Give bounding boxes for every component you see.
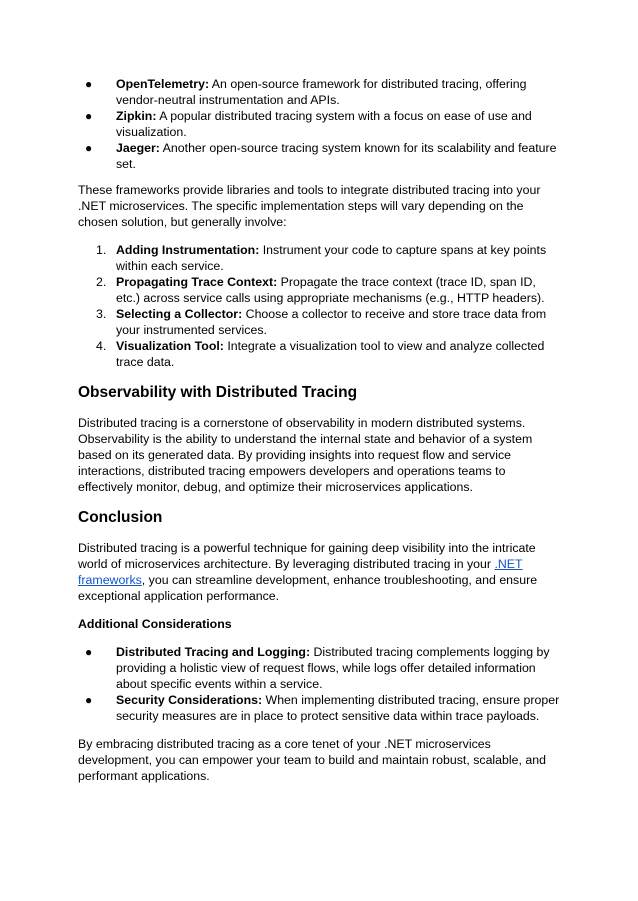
steps-list bbox=[78, 242, 563, 370]
item-term: OpenTelemetry: bbox=[116, 77, 210, 91]
list-item bbox=[78, 306, 563, 338]
observability-heading: Observability with Distributed Tracing bbox=[78, 384, 358, 401]
item-term: Zipkin: bbox=[116, 109, 157, 123]
bullet-icon: ● bbox=[85, 77, 93, 91]
list-item bbox=[78, 644, 563, 692]
item-text: Integrate a visualization tool to view and analyze collected trace data. bbox=[116, 339, 545, 369]
item-term: Selecting a Collector: bbox=[116, 307, 243, 321]
frameworks-list bbox=[78, 76, 563, 172]
document-body bbox=[78, 76, 563, 784]
step-number: 3. bbox=[96, 307, 107, 321]
item-term: Jaeger: bbox=[116, 141, 160, 155]
conclusion-text-after: , you can streamline development, enhance troubleshooting, and ensure exceptional application performance. bbox=[78, 573, 538, 603]
considerations-list bbox=[78, 644, 563, 724]
item-text: Propagate the trace context (trace ID, span ID, etc.) across service calls using appropriate mechanisms (e.g., HTTP headers). bbox=[116, 275, 545, 305]
item-term: Security Considerations: bbox=[116, 693, 263, 707]
item-text: Choose a collector to receive and store trace data from your instrumented services. bbox=[116, 307, 547, 337]
list-item bbox=[78, 274, 563, 306]
step-number: 4. bbox=[96, 339, 107, 353]
item-term: Adding Instrumentation: bbox=[116, 243, 260, 257]
step-number: 1. bbox=[96, 243, 107, 257]
list-item bbox=[78, 242, 563, 274]
intro-paragraph: These frameworks provide libraries and tools to integrate distributed tracing into your .NET microservices. The specific implementation steps will vary depending on the chosen solution, but generally involve: bbox=[78, 183, 541, 229]
item-text: Distributed tracing complements logging by providing a holistic view of request flows, while logs offer detailed information about specific events within a service. bbox=[116, 645, 550, 691]
step-number: 2. bbox=[96, 275, 107, 289]
list-item bbox=[78, 140, 563, 172]
bullet-icon: ● bbox=[85, 645, 93, 659]
item-text: When implementing distributed tracing, ensure proper security measures are in place to protect sensitive data within trace payloads. bbox=[116, 693, 560, 723]
dotnet-frameworks-link[interactable]: .NET frameworks bbox=[78, 557, 523, 587]
list-item bbox=[78, 338, 563, 370]
bullet-icon: ● bbox=[85, 109, 93, 123]
bullet-icon: ● bbox=[85, 141, 93, 155]
item-text: An open-source framework for distributed tracing, offering vendor-neutral instrumentation and APIs. bbox=[116, 77, 527, 107]
bullet-icon: ● bbox=[85, 693, 93, 707]
observability-paragraph: Distributed tracing is a cornerstone of observability in modern distributed systems. Observability is the ability to understand the internal state and behavior of a system based on its generated data. By providing insights into request flow and service interactions, distributed tracing empowers developers and operations teams to effectively monitor, debug, and optimize their microservices applications. bbox=[78, 416, 533, 494]
item-text: A popular distributed tracing system with a focus on ease of use and visualization. bbox=[116, 109, 532, 139]
item-text: Instrument your code to capture spans at key points within each service. bbox=[116, 243, 547, 273]
item-term: Distributed Tracing and Logging: bbox=[116, 645, 311, 659]
item-term: Propagating Trace Context: bbox=[116, 275, 278, 289]
item-term: Visualization Tool: bbox=[116, 339, 224, 353]
conclusion-text-before: Distributed tracing is a powerful technique for gaining deep visibility into the intricate world of microservices architecture. By leveraging distributed tracing in your bbox=[78, 541, 536, 571]
closing-paragraph: By embracing distributed tracing as a core tenet of your .NET microservices development, you can empower your team to build and maintain robust, scalable, and performant applications. bbox=[78, 737, 546, 783]
item-text: Another open-source tracing system known for its scalability and feature set. bbox=[116, 141, 557, 171]
additional-considerations-heading: Additional Considerations bbox=[78, 617, 232, 631]
list-item bbox=[78, 692, 563, 724]
conclusion-paragraph bbox=[78, 540, 563, 604]
list-item bbox=[78, 108, 563, 140]
list-item bbox=[78, 76, 563, 108]
conclusion-heading: Conclusion bbox=[78, 509, 163, 526]
